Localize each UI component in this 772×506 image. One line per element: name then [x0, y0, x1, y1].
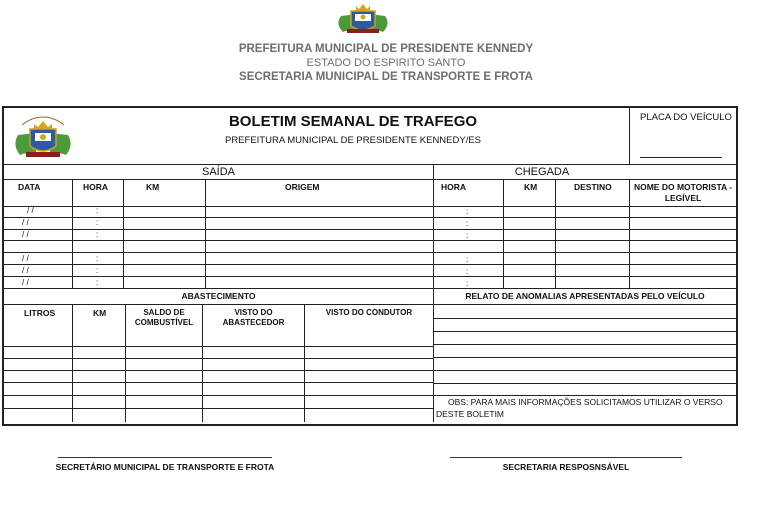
obs-line-1: OBS: PARA MAIS INFORMAÇÕES SOLICITAMOS UTILIZAR O VERSO [448, 397, 723, 407]
row-line [4, 240, 736, 241]
col-line [433, 304, 434, 422]
row-line [4, 206, 736, 207]
row-line [4, 395, 433, 396]
time-field[interactable]: : [96, 206, 99, 215]
time-field[interactable]: : [466, 255, 469, 264]
header-origem: ORIGEM [285, 182, 320, 192]
row-line [434, 357, 736, 358]
row-line [4, 382, 433, 383]
time-field[interactable]: : [96, 230, 99, 239]
col-line [72, 179, 73, 288]
section-chegada: CHEGADA [514, 166, 570, 178]
row-line [4, 346, 433, 347]
date-field[interactable]: / / [27, 206, 34, 215]
row-line [4, 164, 736, 165]
col-line [123, 179, 124, 288]
header-motorista: NOME DO MOTORISTA - [633, 182, 733, 192]
header-visto-abastecedor-2: ABASTECEDOR [222, 318, 285, 327]
row-line [4, 264, 736, 265]
section-abastecimento: ABASTECIMENTO [181, 291, 256, 301]
form-logo-icon [12, 113, 74, 161]
time-field[interactable]: : [96, 278, 99, 287]
date-field[interactable]: / / [22, 254, 29, 263]
time-field[interactable]: : [96, 218, 99, 227]
date-field[interactable]: / / [22, 266, 29, 275]
plate-divider [629, 108, 630, 164]
header-line-1: PREFEITURA MUNICIPAL DE PRESIDENTE KENNEDY [238, 43, 534, 55]
header-km-chegada: KM [524, 182, 538, 192]
time-field[interactable]: : [466, 267, 469, 276]
row-line [4, 276, 736, 277]
row-line [434, 383, 736, 384]
header-line-2: ESTADO DO ESPIRITO SANTO [306, 57, 466, 69]
row-line [434, 318, 736, 319]
col-line [433, 164, 434, 304]
time-field[interactable]: : [466, 207, 469, 216]
col-line [72, 304, 73, 422]
date-field[interactable]: / / [22, 230, 29, 239]
time-field[interactable]: : [466, 219, 469, 228]
row-line [434, 331, 736, 332]
row-line [4, 408, 433, 409]
signature-right-label: SECRETARIA RESPOSNSÁVEL [502, 462, 630, 472]
date-field[interactable]: / / [22, 218, 29, 227]
row-line [434, 395, 736, 396]
plate-label: PLACA DO VEÍCULO [640, 112, 732, 123]
row-line [4, 370, 433, 371]
form-subtitle: PREFEITURA MUNICIPAL DE PRESIDENTE KENNEDY/ES [224, 135, 482, 146]
date-field[interactable]: / / [22, 278, 29, 287]
row-line [4, 217, 736, 218]
header-destino: DESTINO [574, 182, 612, 192]
header-data: DATA [18, 182, 41, 192]
col-line [205, 179, 206, 288]
row-line [434, 370, 736, 371]
header-line-3: SECRETARIA MUNICIPAL DE TRANSPORTE E FROTA [239, 71, 533, 83]
time-field[interactable]: : [96, 266, 99, 275]
row-line [4, 304, 736, 305]
row-line [4, 229, 736, 230]
header-visto-abastecedor: VISTO DO [234, 308, 273, 317]
col-line [555, 179, 556, 288]
row-line [4, 358, 433, 359]
form-title: BOLETIM SEMANAL DE TRAFEGO [228, 113, 478, 130]
plate-field[interactable] [640, 157, 722, 158]
header-hora: HORA [83, 182, 109, 192]
header-hora-chegada: HORA [441, 182, 467, 192]
header-km: KM [146, 182, 160, 192]
header-saldo-combustivel: COMBUSTÍVEL [134, 318, 194, 327]
coat-of-arms-icon [333, 2, 393, 36]
header-km-abast: KM [93, 308, 107, 318]
section-relato: RELATO DE ANOMALIAS APRESENTADAS PELO VEÍCULO [465, 291, 705, 301]
time-field[interactable]: : [466, 279, 469, 288]
form-border [2, 106, 738, 426]
row-line [434, 344, 736, 345]
time-field[interactable]: : [466, 231, 469, 240]
row-line [4, 179, 736, 180]
signature-left-label: SECRETÁRIO MUNICIPAL DE TRANSPORTE E FROTA [55, 462, 275, 472]
time-field[interactable]: : [96, 254, 99, 263]
row-line [4, 288, 736, 289]
signature-line-right [450, 457, 682, 458]
col-line [304, 304, 305, 422]
obs-line-2: DESTE BOLETIM [436, 409, 505, 419]
header-saldo: SALDO DE [143, 308, 185, 317]
header-litros: LITROS [24, 308, 56, 318]
col-line [503, 179, 504, 288]
signature-line-left [58, 457, 272, 458]
header-motorista-legivel: LEGÍVEL [664, 193, 702, 203]
row-line [4, 252, 736, 253]
header-visto-condutor: VISTO DO CONDUTOR [325, 308, 413, 317]
section-saida: SAÍDA [201, 166, 235, 178]
